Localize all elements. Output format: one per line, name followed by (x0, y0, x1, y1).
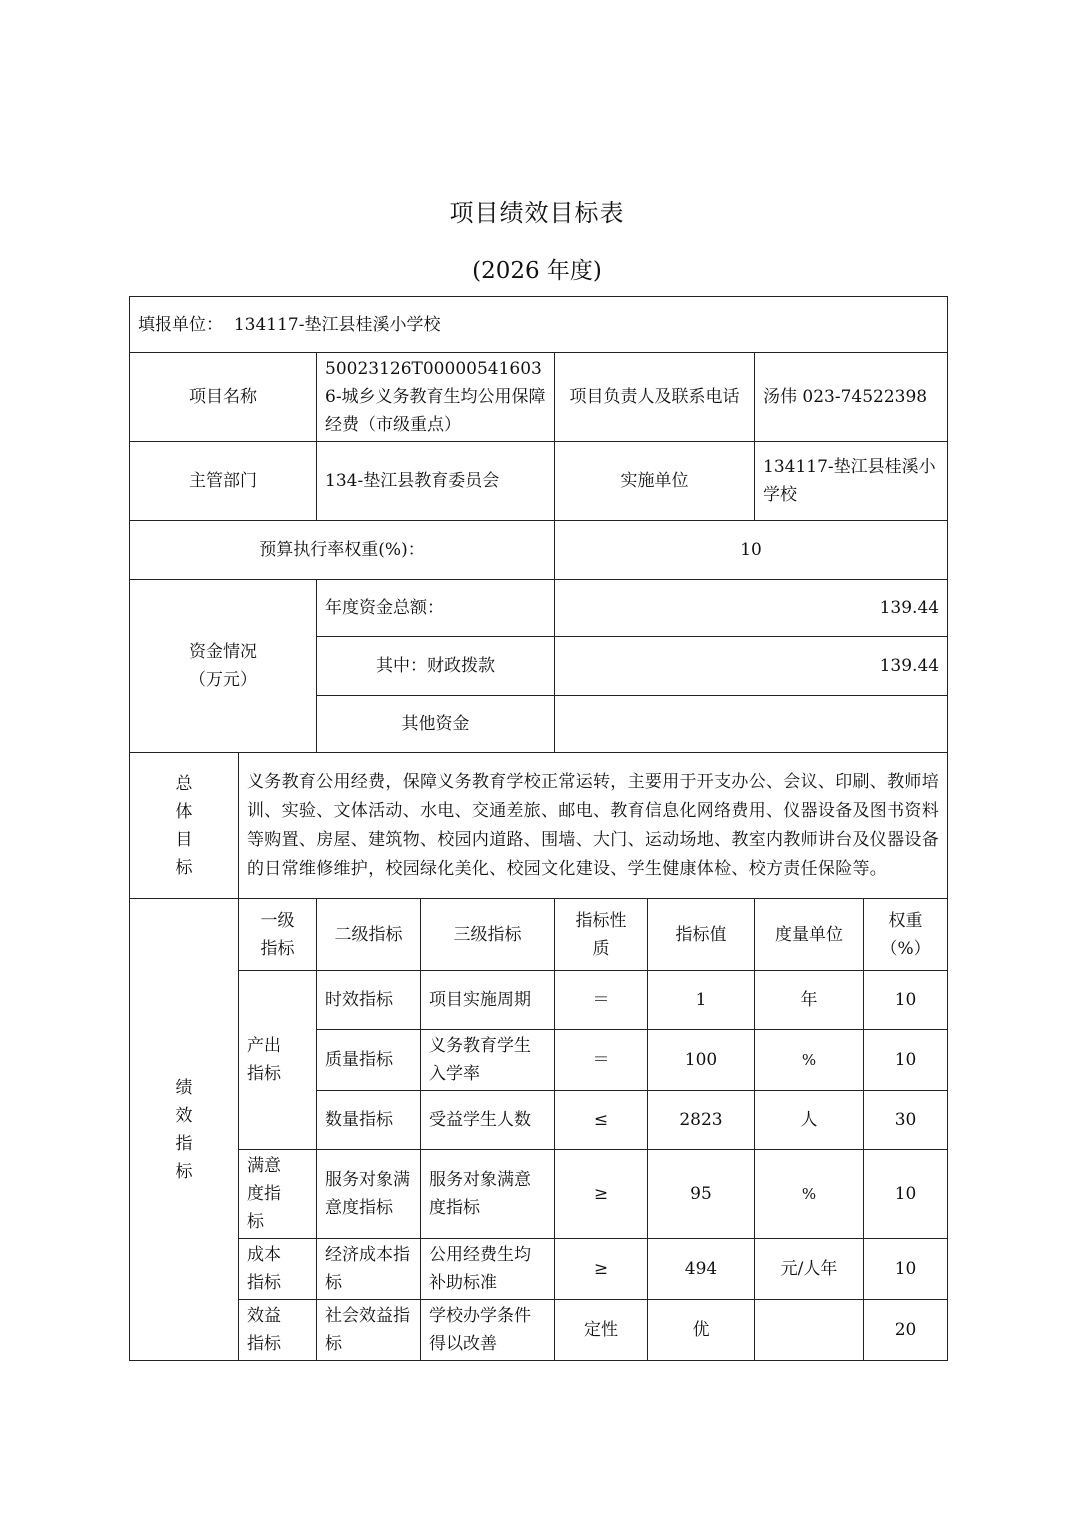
table-row (130, 1239, 948, 1300)
budget-weight-value: 10 (555, 521, 948, 580)
overall-goal-label: 总 体 目 标 (130, 753, 239, 899)
weight-cell: 30 (864, 1091, 948, 1150)
header-value: 指标值 (648, 899, 755, 971)
reporting-unit-value: 134117-垫江县桂溪小学校 (233, 314, 441, 335)
nature-cell: ≤ (555, 1091, 648, 1150)
nature-cell: ≥ (555, 1150, 648, 1239)
funds-total-label: 年度资金总额： (317, 580, 555, 637)
level2-cell: 经济成本指标 (317, 1239, 421, 1300)
page-title: 项目绩效目标表 (449, 199, 625, 227)
row-project-name (130, 353, 948, 442)
value-cell: 1 (648, 971, 755, 1030)
department-value: 134-垫江县教育委员会 (317, 442, 555, 521)
table-row (130, 971, 948, 1030)
header-weight: 权重 （%） (864, 899, 948, 971)
row-performance-header (130, 899, 948, 971)
funds-section-label: 资金情况 （万元） (130, 580, 317, 753)
level1-cell: 效益 指标 (239, 1300, 317, 1361)
header-level2: 二级指标 (317, 899, 421, 971)
funds-other-label: 其他资金 (317, 696, 555, 753)
level2-cell: 数量指标 (317, 1091, 421, 1150)
reporting-unit-cell (130, 297, 948, 353)
level2-cell: 服务对象满意度指标 (317, 1150, 421, 1239)
performance-table (129, 296, 948, 1361)
reporting-unit-label: 填报单位： (138, 314, 223, 335)
value-cell: 100 (648, 1030, 755, 1091)
value-cell: 优 (648, 1300, 755, 1361)
row-budget-weight (130, 521, 948, 580)
weight-cell: 10 (864, 971, 948, 1030)
header-level3: 三级指标 (421, 899, 555, 971)
contact-value: 汤伟 023-74522398 (755, 353, 948, 442)
weight-cell: 10 (864, 1030, 948, 1091)
value-cell: 2823 (648, 1091, 755, 1150)
implementing-unit-value: 134117-垫江县桂溪小学校 (755, 442, 948, 521)
budget-weight-label: 预算执行率权重(%)： (130, 521, 555, 580)
table-row (130, 1150, 948, 1239)
contact-label: 项目负责人及联系电话 (555, 353, 755, 442)
funds-total-value: 139.44 (555, 580, 948, 637)
table-row (130, 1300, 948, 1361)
row-department (130, 442, 948, 521)
funds-fiscal-label: 其中：财政拨款 (317, 637, 555, 696)
level3-cell: 服务对象满意度指标 (421, 1150, 555, 1239)
nature-cell: ＝ (555, 1030, 648, 1091)
value-cell: 95 (648, 1150, 755, 1239)
weight-cell: 10 (864, 1150, 948, 1239)
header-nature: 指标性 质 (555, 899, 648, 971)
level3-cell: 学校办学条件得以改善 (421, 1300, 555, 1361)
project-name-label: 项目名称 (130, 353, 317, 442)
funds-other-value (555, 696, 948, 753)
header-level1: 一级 指标 (239, 899, 317, 971)
weight-cell: 20 (864, 1300, 948, 1361)
level2-cell: 质量指标 (317, 1030, 421, 1091)
row-reporting-unit (130, 297, 948, 353)
level2-cell: 时效指标 (317, 971, 421, 1030)
department-label: 主管部门 (130, 442, 317, 521)
unit-cell: % (755, 1030, 864, 1091)
unit-cell (755, 1300, 864, 1361)
row-funds-total (130, 580, 948, 637)
level3-cell: 项目实施周期 (421, 971, 555, 1030)
nature-cell: ≥ (555, 1239, 648, 1300)
unit-cell: 年 (755, 971, 864, 1030)
value-cell: 494 (648, 1239, 755, 1300)
nature-cell: ＝ (555, 971, 648, 1030)
funds-fiscal-value: 139.44 (555, 637, 948, 696)
level2-cell: 社会效益指标 (317, 1300, 421, 1361)
unit-cell: % (755, 1150, 864, 1239)
level1-cell: 满意 度指 标 (239, 1150, 317, 1239)
page-subtitle: (2026 年度) (472, 258, 602, 284)
level1-cell: 成本 指标 (239, 1239, 317, 1300)
unit-cell: 元/人年 (755, 1239, 864, 1300)
level3-cell: 公用经费生均补助标准 (421, 1239, 555, 1300)
unit-cell: 人 (755, 1091, 864, 1150)
overall-goal-text: 义务教育公用经费，保障义务教育学校正常运转，主要用于开支办公、会议、印刷、教师培训、实验、文体活动、水电、交通差旅、邮电、教育信息化网络费用、仪器设备及图书资料等购置、房屋、建筑物、校园内道路、围墙、大门、运动场地、教室内教师讲台及仪器设备的日常维修维护，校园绿化美化、校园文化建设、学生健康体检、校方责任保险等。 (239, 753, 948, 899)
project-name-value: 50023126T000005416036-城乡义务教育生均公用保障经费（市级重点） (317, 353, 555, 442)
implementing-unit-label: 实施单位 (555, 442, 755, 521)
nature-cell: 定性 (555, 1300, 648, 1361)
level1-cell: 产出 指标 (239, 971, 317, 1150)
header-unit: 度量单位 (755, 899, 864, 971)
row-overall-goal (130, 753, 948, 899)
level3-cell: 义务教育学生入学率 (421, 1030, 555, 1091)
performance-section-label: 绩 效 指 标 (130, 899, 239, 1361)
level3-cell: 受益学生人数 (421, 1091, 555, 1150)
weight-cell: 10 (864, 1239, 948, 1300)
